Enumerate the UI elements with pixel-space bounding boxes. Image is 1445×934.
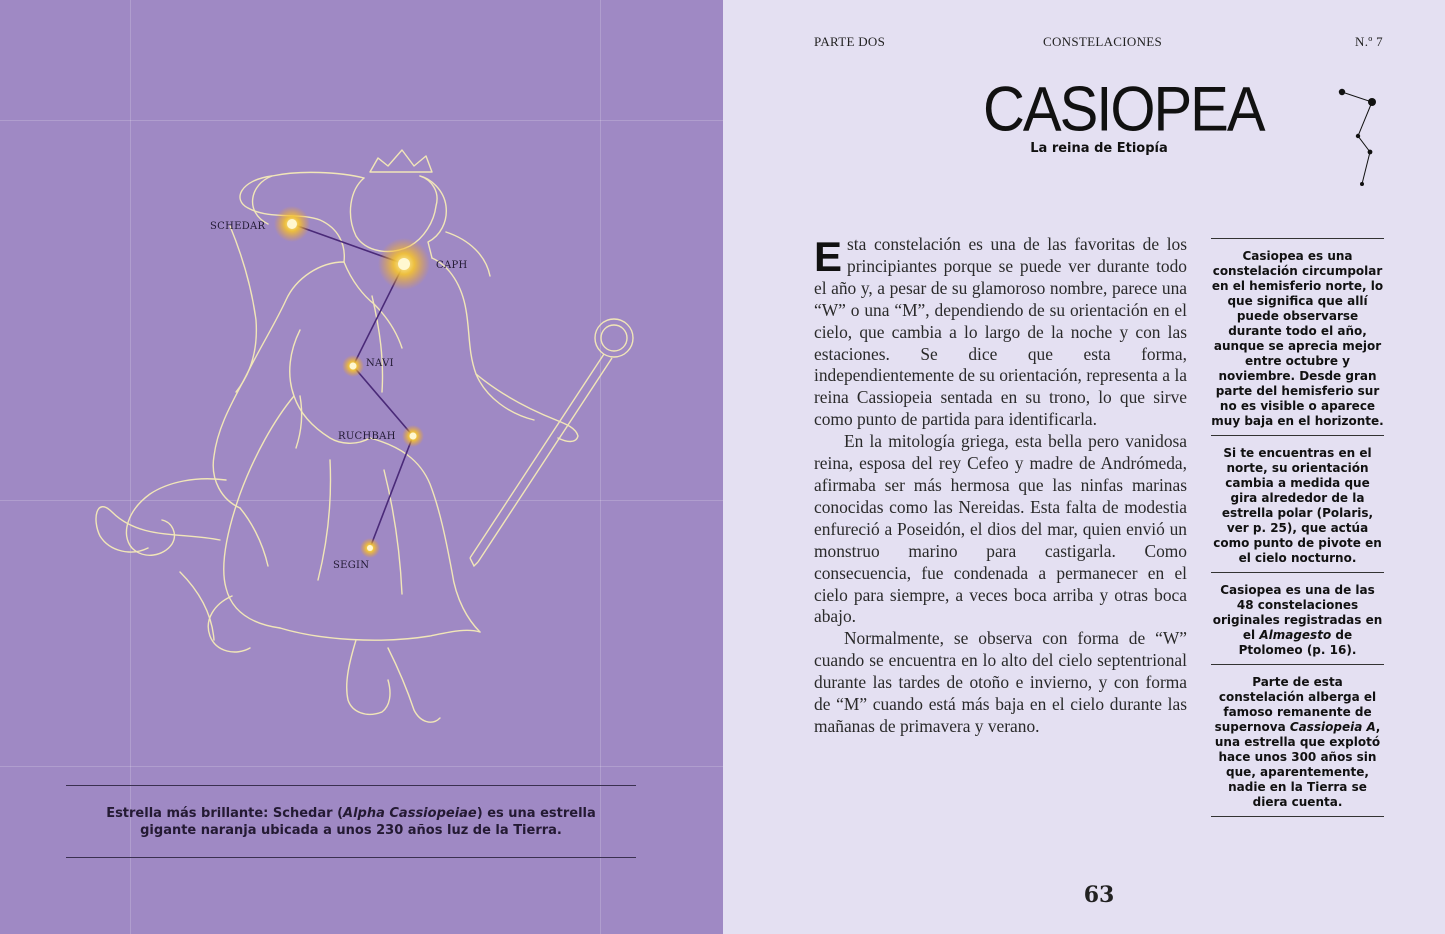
star-ruchbah bbox=[402, 425, 424, 447]
paragraph: En la mitología griega, esta bella pero vanidosa reina, esposa del rey Cefeo y madre de Andrómeda, afirmaba ser más hermosa que las ninfas marinas conocidas como las Nereidas. Esta falta de modestia enfureció a Poseidón, el dios del mar, quien envió un monstruo marino para castigarla. Como consecuencia, fue condenada a permanecer en el cielo para siempre, a veces boca arriba y otras boca abajo. bbox=[814, 431, 1187, 627]
brightest-star-text bbox=[81, 805, 621, 839]
paragraph bbox=[814, 234, 1187, 431]
sidebar-italic: Almagesto bbox=[1259, 628, 1332, 642]
running-head-part: PARTE DOS bbox=[814, 34, 886, 49]
page-title: CASIOPEA bbox=[983, 74, 1264, 145]
sidebar-note bbox=[1211, 572, 1384, 664]
running-head-number: N.º 7 bbox=[1355, 34, 1383, 49]
sidebar-note bbox=[1211, 664, 1384, 817]
brightest-latin: Alpha Cassiopeiae bbox=[343, 805, 477, 821]
star-navi bbox=[342, 355, 364, 377]
star-label-segin: SEGIN bbox=[333, 560, 370, 571]
paragraph: Normalmente, se observa con forma de “W” cuando se encuentra en lo alto del cielo septentrional durante las tardes de otoño e invierno, y con forma de “M” cuando está más baja en el cielo durante las mañanas de primavera y verano. bbox=[814, 628, 1187, 736]
sidebar-italic: Cassiopeia A bbox=[1289, 720, 1376, 734]
sidebar bbox=[1211, 238, 1384, 817]
brightest-suffix: ) es una estrella gigante naranja ubicada a unos 230 años luz de la Tierra. bbox=[140, 805, 596, 838]
drop-cap: E bbox=[814, 233, 843, 280]
right-page bbox=[723, 0, 1445, 934]
constellation-icon bbox=[1328, 80, 1388, 190]
page-subtitle: La reina de Etiopía bbox=[1030, 141, 1168, 156]
sidebar-note: Si te encuentras en el norte, su orientación cambia a medida que gira alrededor de la estrella polar (Polaris, ver p. 25), que actúa como punto de pivote en el cielo nocturno. bbox=[1211, 435, 1384, 572]
scepter bbox=[470, 319, 633, 566]
sidebar-note: Casiopea es una constelación circumpolar en el hemisferio norte, lo que significa que allí puede observarse durante todo el año, aunque se aprecia mejor entre octubre y noviembre. Desde gran parte del hemisferio sur no es visible o aparece muy baja en el horizonte. bbox=[1211, 238, 1384, 435]
body-text bbox=[814, 234, 1187, 738]
star-label-caph: CAPH bbox=[436, 260, 468, 271]
star-label-schedar: SCHEDAR bbox=[210, 221, 266, 232]
star-caph bbox=[378, 238, 430, 290]
sidebar-text: de Ptolomeo (p. 16). bbox=[1238, 628, 1357, 657]
sidebar-text: , una estrella que explotó hace unos 300 años sin que, aparentemente, nadie en la Tierra se diera cuenta. bbox=[1214, 720, 1381, 809]
brightest-prefix: Estrella más brillante: Schedar ( bbox=[106, 805, 344, 821]
sidebar-text: Casiopea es una de las 48 constelaciones originales registradas en el bbox=[1212, 583, 1383, 642]
brightest-star-box bbox=[66, 785, 636, 858]
star-segin bbox=[360, 538, 380, 558]
queen-line-art bbox=[96, 150, 578, 722]
sidebar-text: Parte de esta constelación alberga el famoso remanente de supernova bbox=[1214, 675, 1377, 734]
star-label-navi: NAVI bbox=[366, 358, 394, 369]
paragraph-text: sta constelación es una de las favoritas de los principiantes porque se puede ver durante todo el año y, a pesar de su glamoroso nombre, parece una “W” o una “M”, dependiendo de su orientación en el cielo, que cambia a lo largo de la noche y con las estaciones. Se dice que esta forma, independientemente de su orientación, representa a la reina Cassiopeia sentada en su trono, lo que sirve como punto de partida para identificarla. bbox=[814, 234, 1187, 430]
page-number: 63 bbox=[1083, 882, 1115, 908]
star-schedar bbox=[274, 206, 310, 242]
star-label-ruchbah: RUCHBAH bbox=[338, 431, 396, 442]
running-head-section: CONSTELACIONES bbox=[1043, 34, 1163, 49]
